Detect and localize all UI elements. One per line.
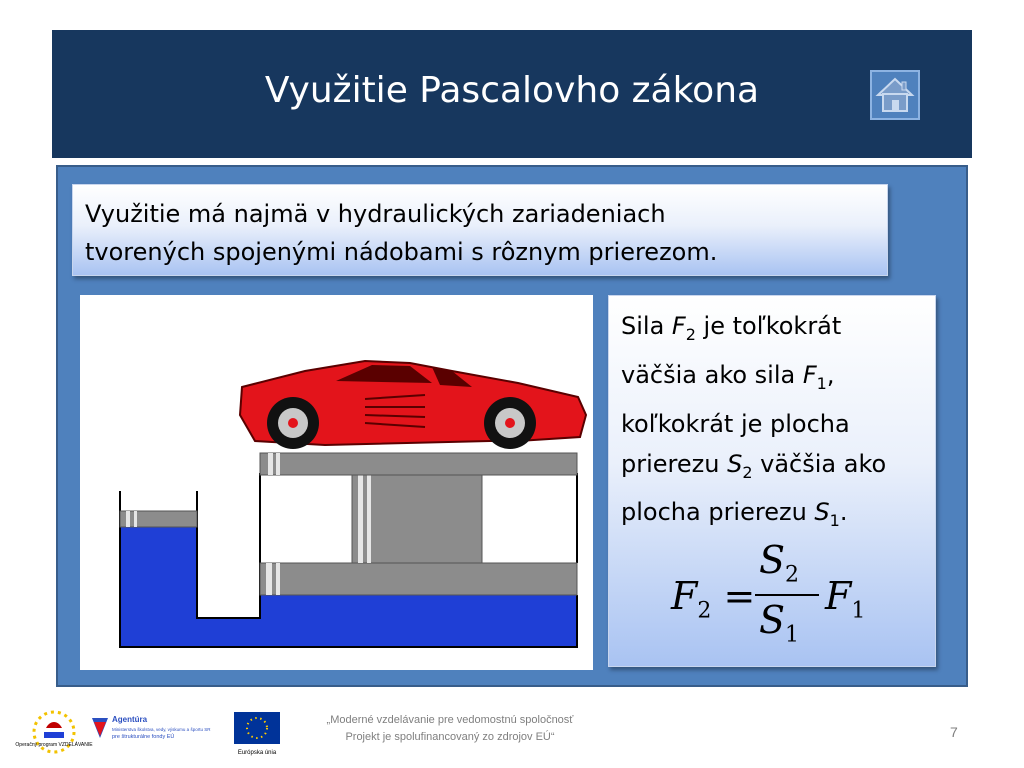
program-logo-label: Operačný program VZDELÁVANIE — [15, 742, 93, 748]
footer-text — [300, 712, 600, 746]
small-piston — [120, 511, 197, 527]
slide-title: Využitie Pascalovho zákona — [264, 70, 760, 111]
explanation-line-3: koľkokrát je plocha — [621, 409, 850, 438]
explanation-line-5: plocha prierezu $S_1$. — [621, 498, 848, 531]
formula-rhs: $F_1$ — [825, 574, 866, 624]
agency-logo-line2: pre štrukturálne fondy EÚ — [112, 734, 175, 740]
explanation-box — [608, 295, 936, 667]
explanation-line-4: prierezu $S_2$ väčšia ako — [621, 449, 887, 482]
program-logo — [15, 712, 93, 752]
red-sports-car — [240, 361, 586, 449]
footer-line-1: „Moderné vzdelávanie pre vedomostnú spoločnosť — [326, 714, 574, 726]
agency-logo — [92, 715, 211, 740]
liquid-bottom-channel — [197, 618, 577, 647]
liquid-large-cylinder — [260, 595, 577, 621]
intro-box — [72, 184, 888, 276]
eu-flag-logo — [234, 712, 280, 756]
fraction-bar — [755, 594, 819, 596]
explanation-line-1: Sila $F_2$ je toľkokrát — [621, 312, 842, 344]
hydraulic-lift-drawing — [80, 295, 593, 670]
intro-line-2: tvorených spojenými nádobami s rôznym prierezom. — [85, 238, 718, 266]
formula-denominator: $S_1$ — [759, 598, 800, 648]
piston-rod — [352, 475, 482, 563]
agency-logo-title: Agentúra — [112, 715, 148, 724]
footer-logos — [15, 706, 288, 762]
home-button[interactable] — [870, 70, 920, 120]
formula-lhs: $F_2$ = — [671, 574, 756, 624]
lift-platform — [260, 453, 577, 475]
home-icon — [872, 72, 918, 118]
partner-logos — [15, 706, 288, 762]
footer-line-2: Projekt je spolufinancovaný zo zdrojov EÚ“ — [345, 731, 555, 743]
title-bar — [52, 30, 972, 158]
hydraulic-lift-illustration — [80, 295, 593, 670]
large-piston — [260, 563, 577, 595]
formula-numerator: $S_2$ — [759, 538, 800, 588]
intro-line-1: Využitie má najmä v hydraulických zariadeniach — [85, 200, 666, 228]
agency-logo-line1: Ministerstva školstva, vedy, výskumu a športu SR — [112, 727, 211, 732]
liquid-small-cylinder — [120, 527, 197, 647]
eu-logo-label: Európska únia — [237, 750, 277, 756]
explanation-line-2: väčšia ako sila $F_1$, — [621, 360, 835, 393]
page-number: 7 — [950, 724, 958, 740]
